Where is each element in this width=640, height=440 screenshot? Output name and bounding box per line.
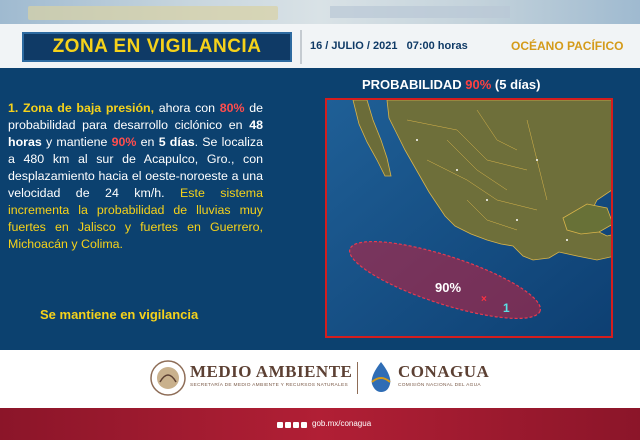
blurred-text-block — [330, 6, 510, 18]
twitter-icon[interactable] — [285, 422, 291, 428]
social-icons — [277, 422, 307, 428]
top-blurred-strip — [0, 0, 640, 24]
mexico-seal-icon — [150, 358, 186, 398]
system-heading: Zona de baja presión, — [23, 101, 155, 115]
medio-ambiente-subtitle: SECRETARÍA DE MEDIO AMBIENTE Y RECURSOS NATURALES — [190, 383, 349, 388]
system-label: 1 — [503, 301, 510, 315]
probability-suffix: (5 días) — [491, 77, 541, 92]
hours-48: 48 horas — [8, 118, 263, 149]
watch-status: Se mantiene en vigilancia — [40, 307, 199, 322]
probability-label: PROBABILIDAD — [362, 77, 466, 92]
probability-48h: 80% — [219, 101, 245, 115]
conagua-subtitle: COMISIÓN NACIONAL DEL AGUA — [398, 383, 481, 388]
description-text: ahora con — [154, 101, 220, 115]
probability-value: 90% — [465, 77, 492, 92]
instagram-icon[interactable] — [293, 422, 299, 428]
medio-ambiente-title: MEDIO AMBIENTE — [190, 362, 353, 381]
probability-title — [362, 77, 540, 92]
page-title-box — [22, 32, 292, 62]
conagua-title: CONAGUA — [398, 362, 490, 381]
footer-logos — [0, 350, 640, 408]
youtube-icon[interactable] — [301, 422, 307, 428]
website-link[interactable]: gob.mx/conagua — [312, 419, 372, 428]
description-text: y mantiene — [41, 135, 112, 149]
footer-divider — [357, 362, 358, 394]
blurred-text-block — [28, 6, 278, 20]
probability-5d: 90% — [111, 135, 137, 149]
zone-label: 90% — [435, 280, 462, 295]
system-number: 1. — [8, 101, 19, 115]
ocean-label: OCÉANO PACÍFICO — [511, 39, 624, 53]
conagua-logo-icon — [366, 360, 396, 394]
days-5: 5 días — [158, 135, 195, 149]
description-text: . Se localiza a 480 km al sur de Acapulco, Gro., con desplazamiento hacia el oeste-noroeste a una velocidad de 24 km/h. — [8, 135, 263, 200]
date-time: 16 / JULIO / 2021 07:00 horas — [310, 40, 468, 52]
header-band — [0, 24, 640, 68]
header-divider — [300, 30, 302, 64]
description-text: en — [136, 135, 159, 149]
map-svg — [327, 100, 613, 338]
description-text: de probabilidad para desarrollo ciclónico en — [8, 101, 263, 132]
facebook-icon[interactable] — [277, 422, 283, 428]
low-pressure-marker: × — [481, 294, 487, 305]
system-description — [8, 100, 263, 253]
satellite-map — [325, 98, 613, 338]
rain-forecast: Este sistema incrementa la probabilidad de lluvias muy fuertes en Jalisco y fuertes en Guerrero, Michoacán y Colima. — [8, 186, 263, 251]
page-title: ZONA EN VIGILANCIA — [52, 36, 262, 57]
bottom-bar — [0, 408, 640, 440]
